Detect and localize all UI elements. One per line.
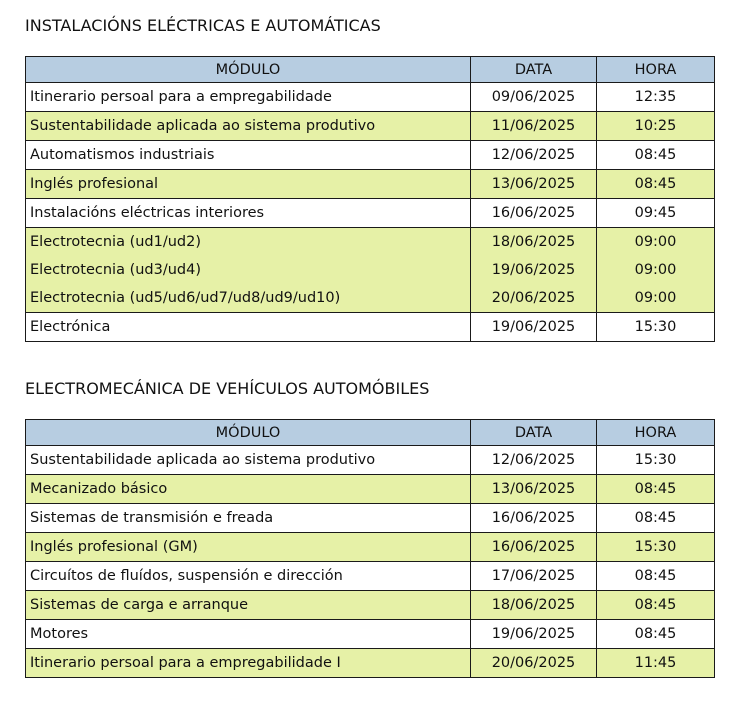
table-row [26,649,715,678]
time-cell: 15:30 [597,313,715,342]
module-cell: Itinerario persoal para a empregabilidade [26,83,471,112]
time-cell: 08:45 [597,620,715,649]
module-cell: Electrónica [26,313,471,342]
column-header-date: DATA [471,57,597,83]
date-cell: 09/06/2025 [471,83,597,112]
date-cell: 19/06/2025 [471,620,597,649]
module-cell: Itinerario persoal para a empregabilidade I [26,649,471,678]
time-cell: 08:45 [597,504,715,533]
time-cell: 15:30 [597,533,715,562]
module-cell: Sustentabilidade aplicada ao sistema produtivo [26,446,471,475]
date-cell: 12/06/2025 [471,446,597,475]
time-cell: 09:45 [597,199,715,228]
module-cell: Sistemas de transmisión e freada [26,504,471,533]
date-cell: 18/06/2025 [471,228,597,257]
module-cell: Electrotecnia (ud1/ud2) [26,228,471,257]
date-cell: 12/06/2025 [471,141,597,170]
time-cell: 15:30 [597,446,715,475]
table-row [26,504,715,533]
section-title: ELECTROMECÁNICA DE VEHÍCULOS AUTOMÓBILES [25,379,430,398]
column-header-time: HORA [597,420,715,446]
table-row [26,446,715,475]
table-header-row [26,420,715,446]
module-cell: Motores [26,620,471,649]
date-cell: 19/06/2025 [471,256,597,284]
module-cell: Instalacións eléctricas interiores [26,199,471,228]
exam-schedule-table [25,419,715,678]
table-row [26,313,715,342]
table-row [26,256,715,284]
time-cell: 09:00 [597,256,715,284]
date-cell: 19/06/2025 [471,313,597,342]
module-cell: Electrotecnia (ud3/ud4) [26,256,471,284]
time-cell: 08:45 [597,475,715,504]
date-cell: 11/06/2025 [471,112,597,141]
time-cell: 08:45 [597,170,715,199]
module-cell: Sistemas de carga e arranque [26,591,471,620]
time-cell: 10:25 [597,112,715,141]
table-row [26,284,715,313]
module-cell: Electrotecnia (ud5/ud6/ud7/ud8/ud9/ud10) [26,284,471,313]
column-header-module: MÓDULO [26,57,471,83]
module-cell: Mecanizado básico [26,475,471,504]
table-row [26,591,715,620]
module-cell: Inglés profesional (GM) [26,533,471,562]
table-row [26,620,715,649]
table-row [26,228,715,257]
table-row [26,83,715,112]
time-cell: 08:45 [597,141,715,170]
column-header-module: MÓDULO [26,420,471,446]
table-header-row [26,57,715,83]
date-cell: 16/06/2025 [471,533,597,562]
table-row [26,112,715,141]
column-header-time: HORA [597,57,715,83]
table-row [26,199,715,228]
date-cell: 16/06/2025 [471,504,597,533]
module-cell: Inglés profesional [26,170,471,199]
time-cell: 08:45 [597,591,715,620]
module-cell: Automatismos industriais [26,141,471,170]
table-row [26,170,715,199]
time-cell: 08:45 [597,562,715,591]
date-cell: 17/06/2025 [471,562,597,591]
date-cell: 20/06/2025 [471,649,597,678]
column-header-date: DATA [471,420,597,446]
date-cell: 13/06/2025 [471,170,597,199]
table-row [26,533,715,562]
time-cell: 09:00 [597,228,715,257]
module-cell: Sustentabilidade aplicada ao sistema produtivo [26,112,471,141]
section-title: INSTALACIÓNS ELÉCTRICAS E AUTOMÁTICAS [25,16,381,35]
date-cell: 20/06/2025 [471,284,597,313]
module-cell: Circuítos de fluídos, suspensión e dirección [26,562,471,591]
time-cell: 12:35 [597,83,715,112]
table-row [26,562,715,591]
date-cell: 18/06/2025 [471,591,597,620]
date-cell: 13/06/2025 [471,475,597,504]
time-cell: 09:00 [597,284,715,313]
table-row [26,475,715,504]
table-row [26,141,715,170]
time-cell: 11:45 [597,649,715,678]
date-cell: 16/06/2025 [471,199,597,228]
exam-schedule-table [25,56,715,342]
